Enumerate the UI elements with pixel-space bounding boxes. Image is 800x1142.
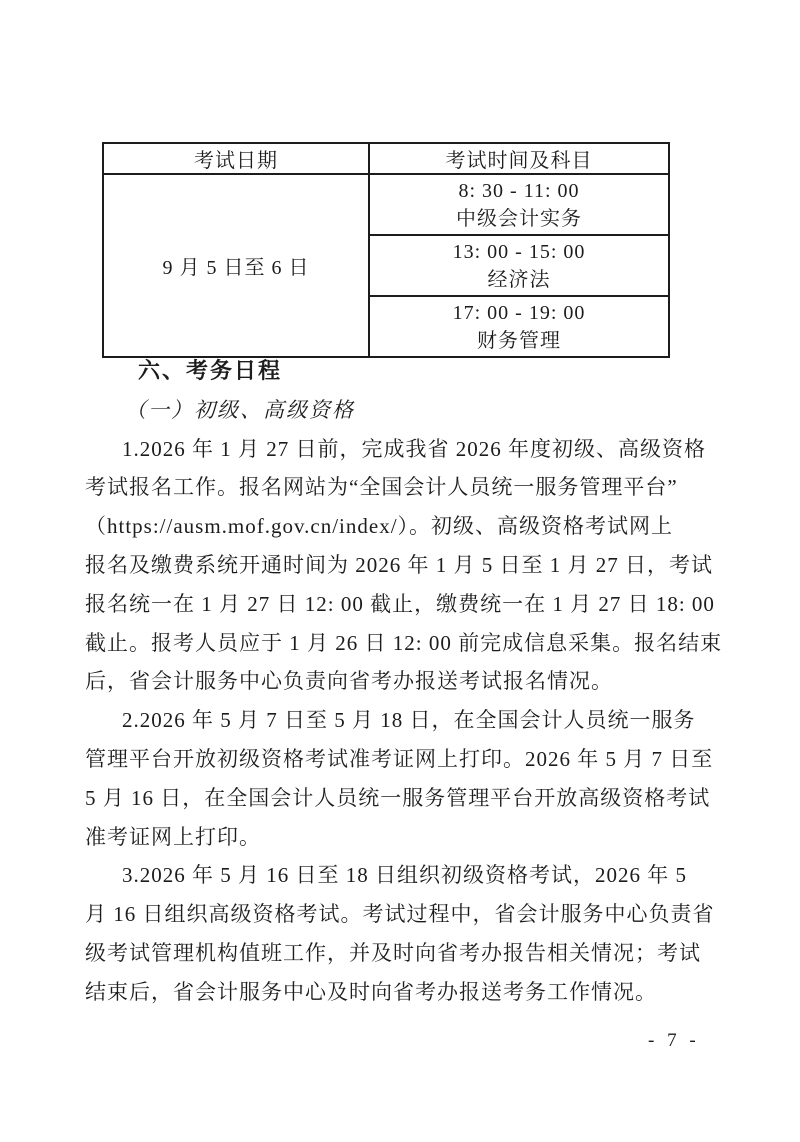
session-time: 8: 30 - 11: 00 [458, 179, 580, 202]
header-cell-time-subject: 考试时间及科目 [369, 143, 669, 174]
section-heading: 六、考务日程 [138, 358, 283, 383]
text-line: 3.2026 年 5 月 16 日至 18 日组织初级资格考试，2026 年 5 [122, 863, 687, 888]
text-line: 结束后，省会计服务中心及时向省考办报送考务工作情况。 [85, 979, 657, 1004]
table-row [103, 174, 669, 235]
document-body [85, 352, 725, 1012]
subsection-heading: （一）初级、高级资格 [125, 397, 355, 422]
text-line: 准考证网上打印。 [85, 824, 261, 849]
text-line: 2.2026 年 5 月 7 日至 5 月 18 日，在全国会计人员统一服务 [122, 708, 696, 733]
exam-schedule-table [102, 142, 670, 358]
text-line: 管理平台开放初级资格考试准考证网上打印。2026 年 5 月 7 日至 [85, 746, 714, 771]
text-line: 1.2026 年 1 月 27 日前，完成我省 2026 年度初级、高级资格 [122, 436, 706, 461]
exam-date-cell: 9 月 5 日至 6 日 [103, 174, 369, 357]
session-subject: 财务管理 [477, 329, 561, 352]
session-cell-evening [369, 296, 669, 357]
text-line: 级考试管理机构值班工作，并及时向省考办报告相关情况；考试 [85, 940, 701, 965]
paragraph [85, 856, 725, 1011]
page-number: - 7 - [648, 1030, 700, 1051]
text-line: （https://ausm.mof.gov.cn/index/）。初级、高级资格考试网上 [85, 514, 674, 539]
table-header-row [103, 143, 669, 174]
text-line: 截止。报考人员应于 1 月 26 日 12: 00 前完成信息采集。报名结束 [85, 630, 723, 655]
text-line: 5 月 16 日，在全国会计人员统一服务管理平台开放高级资格考试 [85, 785, 711, 810]
session-subject: 中级会计实务 [456, 207, 582, 230]
session-cell-afternoon [369, 235, 669, 296]
text-line: 月 16 日组织高级资格考试。考试过程中，省会计服务中心负责省 [85, 902, 715, 927]
text-line: 后，省会计服务中心负责向省考办报送考试报名情况。 [85, 669, 613, 694]
text-line: 报名统一在 1 月 27 日 12: 00 截止，缴费统一在 1 月 27 日 18: 00 [85, 591, 715, 616]
session-cell-morning [369, 174, 669, 235]
session-time: 17: 00 - 19: 00 [452, 301, 586, 324]
header-cell-exam-date: 考试日期 [103, 143, 369, 174]
text-line: 考试报名工作。报名网站为“全国会计人员统一服务管理平台” [85, 475, 678, 500]
session-subject: 经济法 [487, 268, 551, 291]
paragraph [85, 701, 725, 856]
session-time: 13: 00 - 15: 00 [452, 240, 586, 263]
text-line: 报名及缴费系统开通时间为 2026 年 1 月 5 日至 1 月 27 日，考试 [85, 552, 713, 577]
paragraph [85, 430, 725, 702]
